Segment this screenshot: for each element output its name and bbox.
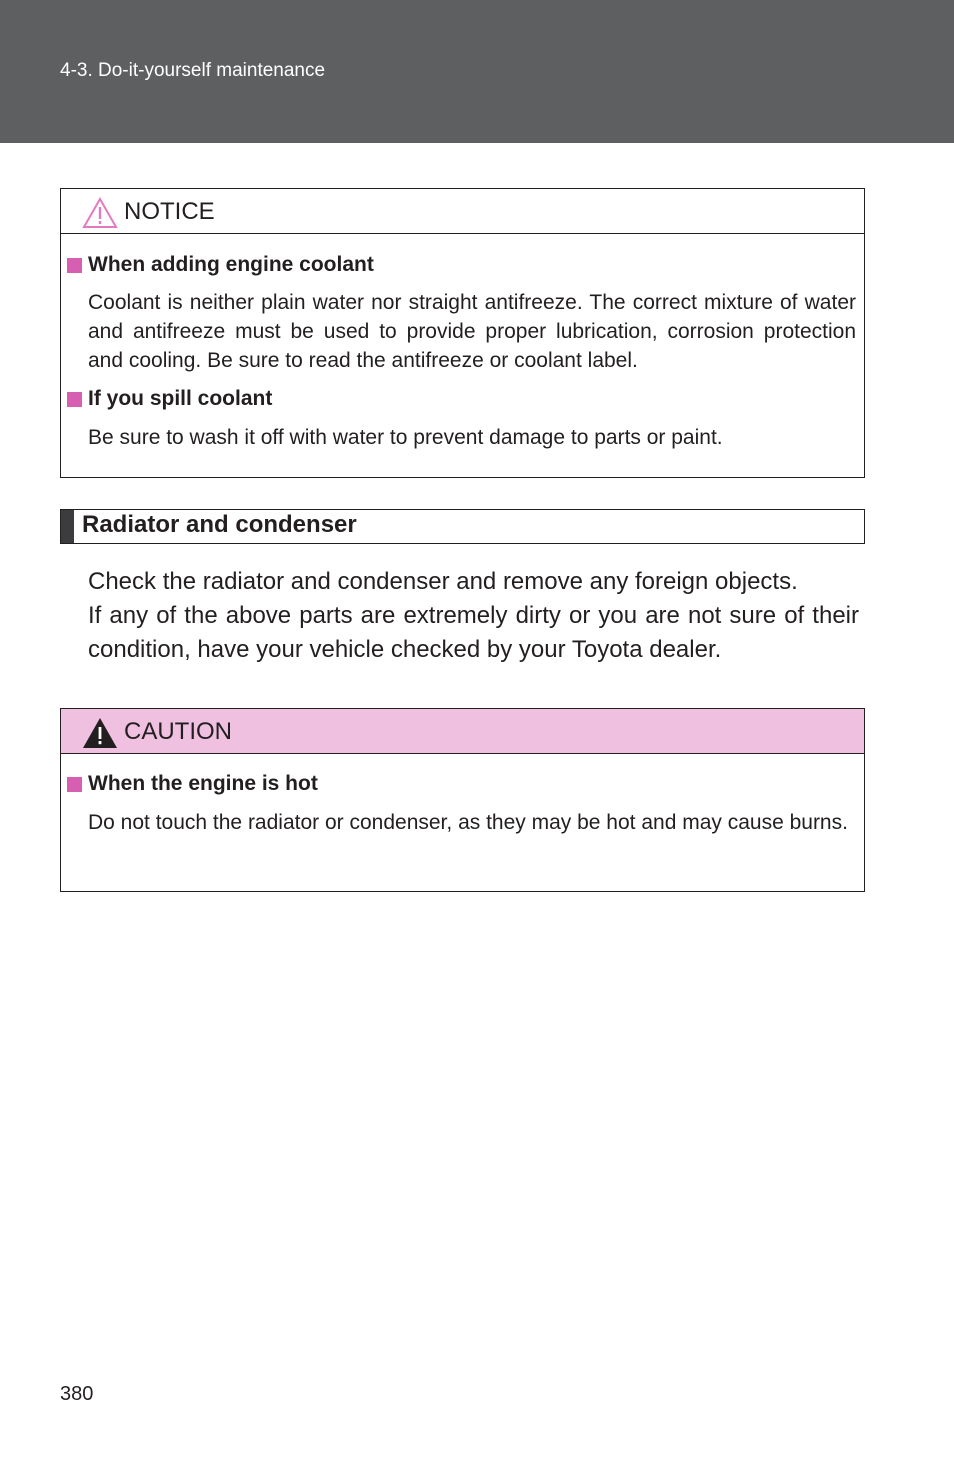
notice-label: NOTICE — [124, 198, 215, 225]
caution-label: CAUTION — [124, 718, 232, 745]
square-bullet-icon — [67, 392, 82, 407]
notice-item-title — [67, 253, 374, 277]
warning-triangle-filled-icon — [82, 717, 118, 749]
notice-item-title — [67, 387, 272, 411]
square-bullet-icon — [67, 258, 82, 273]
square-bullet-icon — [67, 777, 82, 792]
section-heading — [60, 509, 865, 544]
notice-item-body: Coolant is neither plain water nor straight antifreeze. The correct mixture of water and antifreeze must be used to provide proper lubrication, corrosion protection and cooling. Be sure to read the antifreeze or coolant label. — [88, 291, 856, 372]
section-title: Radiator and condenser — [82, 511, 357, 538]
caution-item-body: Do not touch the radiator or condenser, as they may be hot and may cause burns. — [88, 811, 848, 834]
body-paragraph: Check the radiator and condenser and remove any foreign objects. — [88, 568, 798, 595]
notice-item-title-text: When adding engine coolant — [88, 253, 374, 276]
notice-item-body: Be sure to wash it off with water to prevent damage to parts or paint. — [88, 426, 723, 449]
section-label: 4-3. Do-it-yourself maintenance — [60, 60, 326, 81]
caution-item-title-text: When the engine is hot — [88, 772, 318, 795]
caution-header — [61, 709, 864, 754]
body-paragraph: If any of the above parts are extremely dirty or you are not sure of their condition, have your vehicle checked by your Toyota dealer. — [88, 602, 859, 663]
caution-item-title — [67, 772, 318, 796]
notice-item-title-text: If you spill coolant — [88, 387, 273, 410]
caution-box — [60, 708, 865, 892]
page-number: 380 — [60, 1383, 94, 1405]
header-band — [0, 0, 954, 143]
notice-box — [60, 188, 865, 478]
warning-triangle-outline-icon — [82, 197, 118, 229]
section-marker — [61, 510, 74, 543]
notice-header — [61, 189, 864, 234]
